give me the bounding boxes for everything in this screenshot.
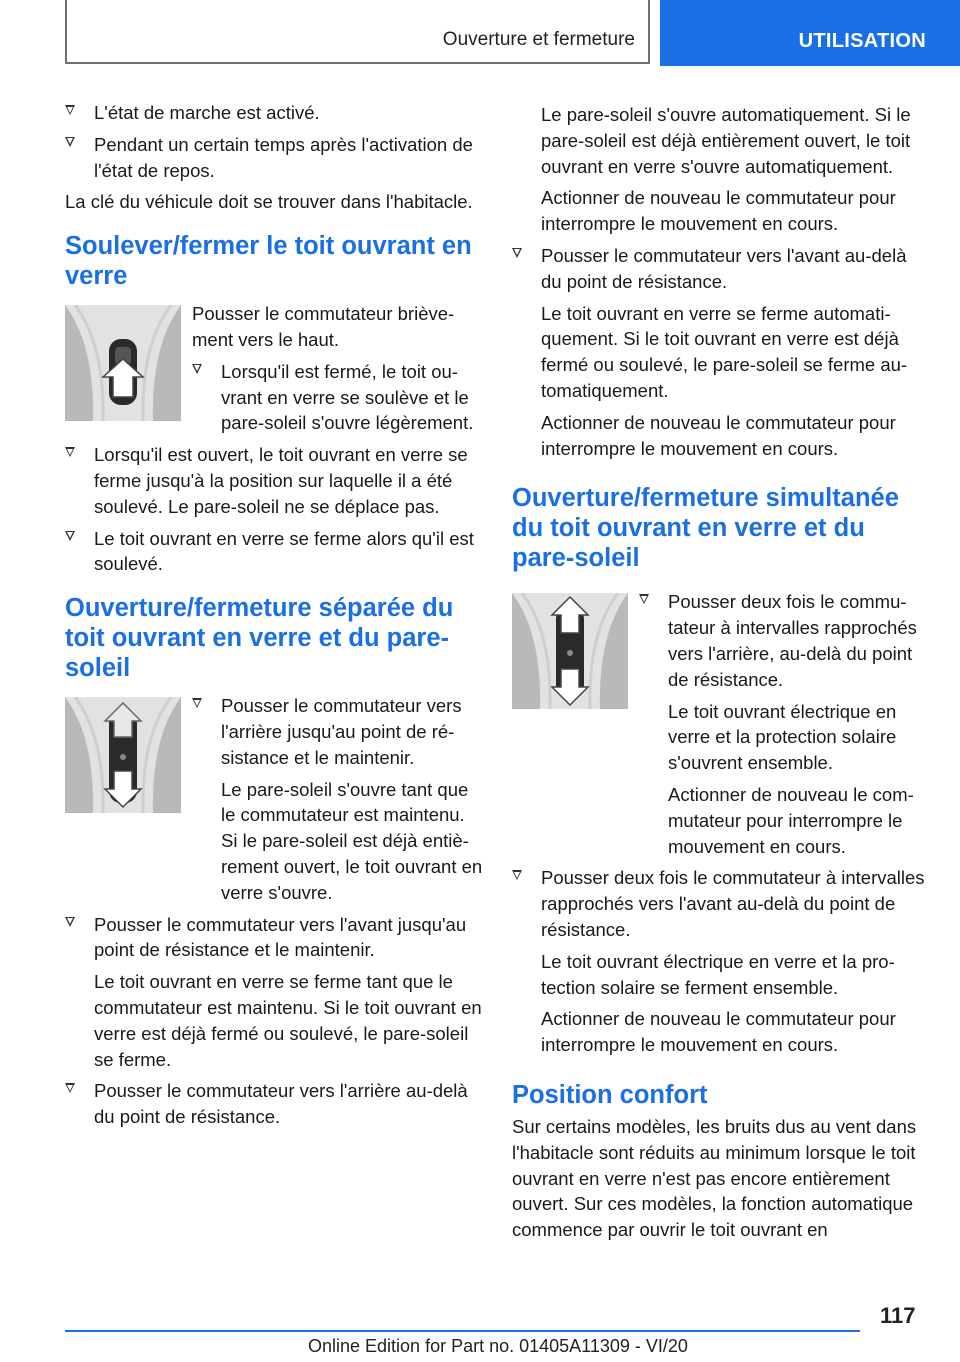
switch-double-block	[512, 589, 930, 859]
paragraph: Actionner de nouveau le commutateur pour interrompre le mouvement en cours.	[541, 411, 896, 459]
edition-footer: Online Edition for Part no. 01405A11309 - VI/20	[308, 1336, 688, 1356]
bullet-triangle-icon	[512, 870, 522, 880]
chapter-tab-label: UTILISATION	[798, 30, 926, 52]
paragraph: Le pare-soleil s'ouvre tant que le commutateur est maintenu. Si le pare-soleil est déjà entièrement ouvert, le toit ouvrant en verre s'ouvre.	[221, 778, 483, 903]
header-divider-mid	[648, 0, 650, 64]
bullet-triangle-icon	[192, 698, 202, 708]
bullet-triangle-icon	[65, 447, 75, 457]
paragraph: Actionner de nouveau le commutateur pour interrompre le mouvement en cours.	[668, 783, 914, 857]
heading-simultaneous: Ouverture/fermeture simultanée du toit ouvrant en verre et du pare-soleil	[512, 484, 899, 573]
switch-up-image	[65, 305, 181, 421]
heading-lift-close: Soulever/fermer le toit ouvrant en verre	[65, 232, 472, 291]
header-divider-left	[65, 0, 67, 64]
bullet-triangle-icon	[192, 364, 202, 374]
bullet-triangle-icon	[65, 531, 75, 541]
chapter-tab[interactable]	[660, 0, 960, 66]
list-item: Pousser le commutateur vers l'avant au-delà du point de résistance.	[512, 243, 930, 295]
right-column	[512, 102, 930, 1249]
bullet-triangle-icon	[512, 248, 522, 258]
list-item: Lorsqu'il est fermé, le toit ouvrant en verre se soulève et le pare-soleil s'ouvre légèrement.	[192, 359, 483, 436]
list-item: L'état de marche est activé.	[65, 100, 483, 126]
section-title: Ouverture et fermeture	[442, 29, 635, 50]
bullet-triangle-icon	[65, 137, 75, 147]
paragraph: La clé du véhicule doit se trouver dans l'habitacle.	[65, 191, 473, 213]
bullet-triangle-icon	[65, 917, 75, 927]
switch-up-block	[65, 301, 483, 436]
header-underline	[65, 62, 650, 64]
list-item: Pousser deux fois le commutateur à intervalles rapprochés vers l'arrière, au-delà du point de résistance.	[639, 589, 930, 692]
bullet-triangle-icon	[65, 105, 75, 115]
footer-divider	[65, 1330, 860, 1332]
list-item: Pousser le commutateur vers l'avant jusqu'au point de résistance et le maintenir.	[65, 912, 483, 964]
switch-double-image	[512, 593, 628, 709]
list-item: Pousser deux fois le commutateur à intervalles rapprochés vers l'avant au-delà du point de résistance.	[512, 865, 930, 942]
list-item: Pousser le commutateur vers l'arrière au-delà du point de résistance.	[65, 1078, 483, 1130]
left-column	[65, 100, 483, 1136]
list-item: Le toit ouvrant en verre se ferme alors qu'il est soulevé.	[65, 526, 483, 578]
list-item: Lorsqu'il est ouvert, le toit ouvrant en verre se ferme jusqu'à la position sur laquelle il a été soulevé. Le pare-soleil ne se déplace pas.	[65, 442, 483, 519]
paragraph: Actionner de nouveau le commutateur pour interrompre le mouvement en cours.	[541, 1008, 896, 1056]
paragraph: Le toit ouvrant électrique en verre et la protection solaire s'ouvrent ensemble.	[668, 700, 897, 774]
heading-comfort: Position confort	[512, 1080, 708, 1109]
paragraph: Le toit ouvrant en verre se ferme tant que le commutateur est maintenu. Si le toit ouvrant en verre est déjà fermé ou soulevé, le pare-soleil se ferme.	[94, 971, 482, 1070]
page-number: 117	[880, 1303, 916, 1328]
paragraph: Le toit ouvrant en verre se ferme automatiquement. Si le toit ouvrant en verre est déjà fermé ou soulevé, le pare-soleil se ferme automatiquement.	[541, 302, 908, 401]
paragraph: Pousser le commutateur brièvement vers le haut.	[192, 303, 455, 350]
bullet-triangle-icon	[639, 594, 649, 604]
paragraph: Le pare-soleil s'ouvre automatiquement. Si le pare-soleil est déjà entièrement ouvert, le toit ouvrant en verre s'ouvre automatiquement.	[541, 104, 911, 177]
list-item: Pousser le commutateur vers l'arrière jusqu'au point de résistance et le maintenir.	[192, 693, 483, 770]
switch-back-image	[65, 697, 181, 813]
switch-back-block	[65, 693, 483, 905]
paragraph: Actionner de nouveau le commutateur pour interrompre le mouvement en cours.	[541, 187, 896, 235]
paragraph: Sur certains modèles, les bruits dus au vent dans l'habitacle sont réduits au minimum lorsque le toit ouvrant en verre n'est pas encore entièrement ouvert. Sur ces modèles, la fonction automatique commence par ouvrir le toit ouvrant en	[512, 1115, 917, 1241]
heading-separate: Ouverture/fermeture séparée du toit ouvrant en verre et du pare-soleil	[65, 594, 454, 683]
bullet-triangle-icon	[65, 1083, 75, 1093]
paragraph: Le toit ouvrant électrique en verre et la protection solaire se ferment ensemble.	[541, 950, 895, 998]
list-item: Pendant un certain temps après l'activation de l'état de repos.	[65, 132, 483, 184]
